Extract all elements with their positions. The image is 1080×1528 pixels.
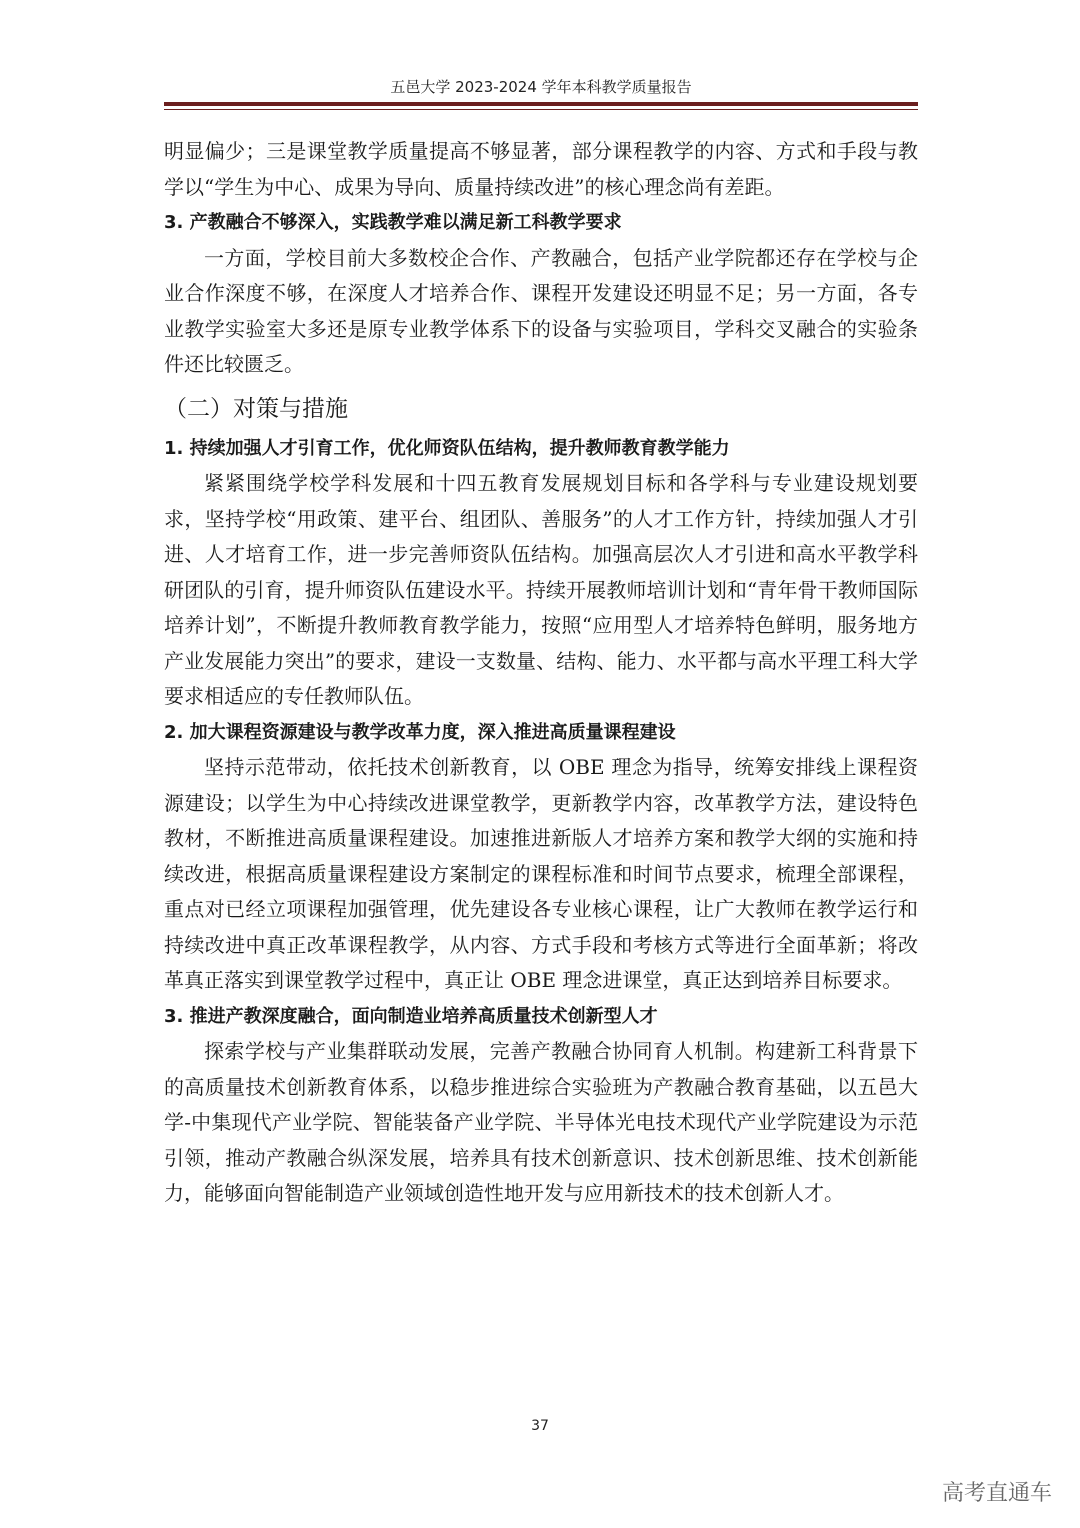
header-rule-thin — [164, 109, 918, 110]
paragraph-continued: 明显偏少；三是课堂教学质量提高不够显著，部分课程教学的内容、方式和手段与教学以“学生为中心、成果为导向、质量持续改进”的核心理念尚有差距。 — [164, 139, 918, 199]
page-number: 37 — [531, 1418, 549, 1434]
page-header-title: 五邑大学 2023-2024 学年本科教学质量报告 — [390, 78, 692, 96]
paragraph-talent: 紧紧围绕学校学科发展和十四五教育发展规划目标和各学科与专业建设规划要求，坚持学校“用政策、建平台、组团队、善服务”的人才工作方针，持续加强人才引进、人才培育工作，进一步完善师资队伍结构。加强高层次人才引进和高水平教学科研团队的引育，提升师资队伍建设水平。持续开展教师培训计划和“青年骨干教师国际培养计划”，不断提升教师教育教学能力，按照“应用型人才培养特色鲜明，服务地方产业发展能力突出”的要求，建设一支数量、结构、能力、水平都与高水平理工科大学要求相适应的专任教师队伍。 — [164, 471, 918, 708]
subheading-3-deep-integration: 3. 推进产教深度融合，面向制造业培养高质量技术创新型人才 — [164, 1005, 658, 1027]
paragraph-industry-education: 一方面，学校目前大多数校企合作、产教融合，包括产业学院都还存在学校与企业合作深度不够，在深度人才培养合作、课程开发建设还明显不足；另一方面，各专业教学实验室大多还是原专业教学体系下的设备与实验项目，学科交叉融合的实验条件还比较匮乏。 — [164, 245, 918, 376]
header-rule-thick — [164, 102, 918, 106]
page-content — [164, 134, 918, 1212]
paragraph-deep-integration: 探索学校与产业集群联动发展，完善产教融合协同育人机制。构建新工科背景下的高质量技术创新教育体系，以稳步推进综合实验班为产教融合教育基础，以五邑大学-中集现代产业学院、智能装备产业学院、半导体光电技术现代产业学院建设为示范引领，推动产教融合纵深发展，培养具有技术创新意识、技术创新思维、技术创新能力，能够面向智能制造产业领域创造性地开发与应用新技术的技术创新人才。 — [164, 1039, 918, 1205]
section-heading-measures: （二）对策与措施 — [164, 395, 348, 422]
subheading-2-curriculum: 2. 加大课程资源建设与教学改革力度，深入推进高质量课程建设 — [164, 721, 676, 743]
subheading-1-talent: 1. 持续加强人才引育工作，优化师资队伍结构，提升教师教育教学能力 — [164, 437, 730, 459]
watermark-text: 高考直通车 — [941, 1481, 1052, 1506]
subheading-3-industry-education: 3. 产教融合不够深入，实践教学难以满足新工科教学要求 — [164, 212, 622, 233]
paragraph-curriculum: 坚持示范带动，依托技术创新教育，以 OBE 理念为指导，统筹安排线上课程资源建设；以学生为中心持续改进课堂教学，更新教学内容，改革教学方法，建设特色教材，不断推进高质量课程建设。加速推进新版人才培养方案和教学大纲的实施和持续改进，根据高质量课程建设方案制定的课程标准和时间节点要求，梳理全部课程，重点对已经立项课程加强管理，优先建设各专业核心课程，让广大教师在教学运行和持续改进中真正改革课程教学，从内容、方式手段和考核方式等进行全面革新；将改革真正落实到课堂教学过程中，真正让 OBE 理念进课堂，真正达到培养目标要求。 — [164, 755, 918, 992]
